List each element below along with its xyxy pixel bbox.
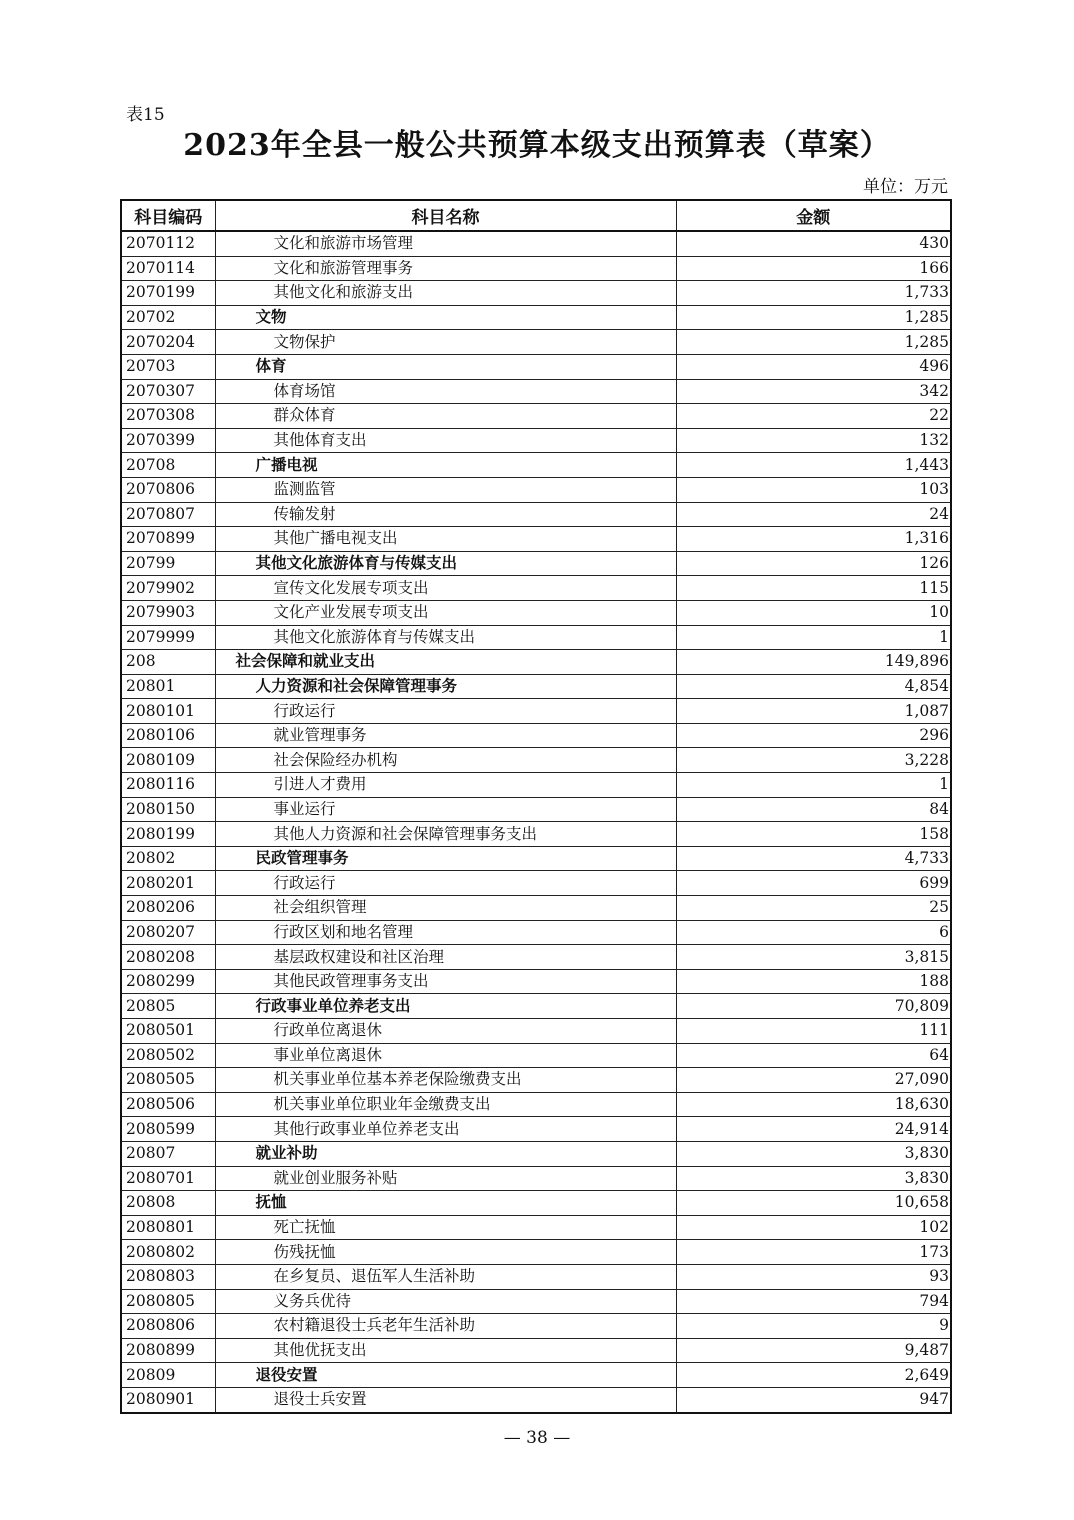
table-row (121, 1338, 951, 1363)
cell-amount: 158 (676, 822, 951, 847)
table-row (121, 1363, 951, 1388)
cell-amount: 1,285 (676, 305, 951, 330)
cell-code: 2080701 (121, 1166, 215, 1191)
cell-amount: 3,830 (676, 1141, 951, 1166)
cell-amount: 132 (676, 428, 951, 453)
cell-name: 其他文化旅游体育与传媒支出 (215, 625, 676, 650)
cell-amount: 2,649 (676, 1363, 951, 1388)
cell-code: 2070308 (121, 404, 215, 429)
cell-code: 2070307 (121, 379, 215, 404)
cell-code: 2080201 (121, 871, 215, 896)
table-row (121, 674, 951, 699)
cell-name: 文化和旅游管理事务 (215, 256, 676, 281)
table-row (121, 1314, 951, 1339)
cell-name: 农村籍退役士兵老年生活补助 (215, 1314, 676, 1339)
cell-code: 2080899 (121, 1338, 215, 1363)
table-row (121, 822, 951, 847)
table-row (121, 773, 951, 798)
table-row (121, 723, 951, 748)
table-row (121, 477, 951, 502)
cell-name: 文物保护 (215, 330, 676, 355)
cell-amount: 111 (676, 1019, 951, 1044)
table-row (121, 1264, 951, 1289)
cell-name: 其他文化旅游体育与传媒支出 (215, 551, 676, 576)
cell-name: 死亡抚恤 (215, 1215, 676, 1240)
cell-code: 2079999 (121, 625, 215, 650)
cell-name: 体育场馆 (215, 379, 676, 404)
cell-amount: 296 (676, 723, 951, 748)
cell-name: 社会组织管理 (215, 896, 676, 921)
cell-code: 2080207 (121, 920, 215, 945)
cell-name: 文物 (215, 305, 676, 330)
table-row (121, 576, 951, 601)
table-row (121, 1117, 951, 1142)
cell-amount: 18,630 (676, 1092, 951, 1117)
cell-amount: 166 (676, 256, 951, 281)
table-row (121, 1068, 951, 1093)
table-row (121, 1191, 951, 1216)
cell-name: 其他行政事业单位养老支出 (215, 1117, 676, 1142)
cell-amount: 173 (676, 1240, 951, 1265)
table-row (121, 1240, 951, 1265)
cell-name: 基层政权建设和社区治理 (215, 945, 676, 970)
cell-amount: 496 (676, 354, 951, 379)
cell-amount: 27,090 (676, 1068, 951, 1093)
cell-amount: 24,914 (676, 1117, 951, 1142)
cell-name: 其他人力资源和社会保障管理事务支出 (215, 822, 676, 847)
table-row (121, 453, 951, 478)
cell-amount: 10 (676, 600, 951, 625)
cell-amount: 102 (676, 1215, 951, 1240)
cell-name: 文化产业发展专项支出 (215, 600, 676, 625)
page-number: — 38 — (503, 1428, 571, 1448)
cell-code: 2080109 (121, 748, 215, 773)
table-row (121, 846, 951, 871)
cell-code: 2070806 (121, 477, 215, 502)
cell-amount: 3,228 (676, 748, 951, 773)
table-row (121, 1141, 951, 1166)
cell-name: 抚恤 (215, 1191, 676, 1216)
cell-name: 事业单位离退休 (215, 1043, 676, 1068)
cell-code: 2080805 (121, 1289, 215, 1314)
cell-code: 2080199 (121, 822, 215, 847)
cell-code: 2070899 (121, 527, 215, 552)
cell-name: 宣传文化发展专项支出 (215, 576, 676, 601)
cell-code: 2070114 (121, 256, 215, 281)
table-row (121, 994, 951, 1019)
table-row (121, 1166, 951, 1191)
table-row (121, 354, 951, 379)
cell-code: 2080505 (121, 1068, 215, 1093)
cell-code: 20809 (121, 1363, 215, 1388)
cell-amount: 4,733 (676, 846, 951, 871)
cell-code: 2070199 (121, 281, 215, 306)
cell-name: 体育 (215, 354, 676, 379)
cell-amount: 115 (676, 576, 951, 601)
cell-code: 2080506 (121, 1092, 215, 1117)
column-header-amount: 金额 (676, 200, 951, 231)
table-row (121, 871, 951, 896)
cell-amount: 126 (676, 551, 951, 576)
cell-amount: 1 (676, 625, 951, 650)
cell-amount: 24 (676, 502, 951, 527)
table-row (121, 404, 951, 429)
cell-code: 2080150 (121, 797, 215, 822)
table-row (121, 1387, 951, 1412)
table-row (121, 305, 951, 330)
cell-name: 伤残抚恤 (215, 1240, 676, 1265)
cell-code: 2080803 (121, 1264, 215, 1289)
table-row (121, 330, 951, 355)
cell-amount: 1,443 (676, 453, 951, 478)
table-row (121, 650, 951, 675)
cell-name: 社会保障和就业支出 (215, 650, 676, 675)
cell-name: 机关事业单位基本养老保险缴费支出 (215, 1068, 676, 1093)
cell-name: 退役士兵安置 (215, 1387, 676, 1412)
table-row (121, 1019, 951, 1044)
cell-name: 事业运行 (215, 797, 676, 822)
budget-table (120, 199, 952, 1414)
cell-code: 2080502 (121, 1043, 215, 1068)
cell-name: 传输发射 (215, 502, 676, 527)
table-row (121, 231, 951, 256)
cell-code: 2070112 (121, 231, 215, 256)
cell-code: 2080801 (121, 1215, 215, 1240)
cell-amount: 25 (676, 896, 951, 921)
cell-code: 2080299 (121, 969, 215, 994)
cell-name: 机关事业单位职业年金缴费支出 (215, 1092, 676, 1117)
cell-code: 2080106 (121, 723, 215, 748)
cell-name: 社会保险经办机构 (215, 748, 676, 773)
cell-name: 监测监管 (215, 477, 676, 502)
cell-amount: 1,733 (676, 281, 951, 306)
table-row (121, 527, 951, 552)
cell-code: 20807 (121, 1141, 215, 1166)
cell-code: 2070807 (121, 502, 215, 527)
cell-name: 退役安置 (215, 1363, 676, 1388)
cell-code: 2070399 (121, 428, 215, 453)
cell-code: 20805 (121, 994, 215, 1019)
cell-name: 群众体育 (215, 404, 676, 429)
column-header-code: 科目编码 (121, 200, 215, 231)
cell-name: 其他民政管理事务支出 (215, 969, 676, 994)
cell-code: 20801 (121, 674, 215, 699)
cell-amount: 1,316 (676, 527, 951, 552)
cell-amount: 9,487 (676, 1338, 951, 1363)
cell-name: 引进人才费用 (215, 773, 676, 798)
cell-name: 其他体育支出 (215, 428, 676, 453)
cell-name: 在乡复员、退伍军人生活补助 (215, 1264, 676, 1289)
cell-code: 2079903 (121, 600, 215, 625)
table-row (121, 428, 951, 453)
table-row (121, 625, 951, 650)
table-row (121, 1215, 951, 1240)
table-row (121, 945, 951, 970)
cell-name: 其他广播电视支出 (215, 527, 676, 552)
table-row (121, 1092, 951, 1117)
cell-code: 2080101 (121, 699, 215, 724)
cell-name: 行政单位离退休 (215, 1019, 676, 1044)
cell-amount: 947 (676, 1387, 951, 1412)
cell-code: 2070204 (121, 330, 215, 355)
cell-code: 2080802 (121, 1240, 215, 1265)
table-row (121, 699, 951, 724)
cell-amount: 4,854 (676, 674, 951, 699)
cell-amount: 794 (676, 1289, 951, 1314)
cell-name: 行政区划和地名管理 (215, 920, 676, 945)
cell-amount: 3,815 (676, 945, 951, 970)
table-label: 表15 (126, 105, 165, 125)
cell-amount: 22 (676, 404, 951, 429)
cell-code: 2080599 (121, 1117, 215, 1142)
table-row (121, 256, 951, 281)
cell-name: 文化和旅游市场管理 (215, 231, 676, 256)
cell-name: 广播电视 (215, 453, 676, 478)
table-row (121, 1289, 951, 1314)
table-header-row (121, 200, 951, 231)
cell-code: 2080501 (121, 1019, 215, 1044)
table-row (121, 896, 951, 921)
cell-name: 行政运行 (215, 699, 676, 724)
cell-amount: 10,658 (676, 1191, 951, 1216)
cell-code: 2080116 (121, 773, 215, 798)
table-row (121, 748, 951, 773)
table-row (121, 600, 951, 625)
table-row (121, 502, 951, 527)
cell-code: 20702 (121, 305, 215, 330)
cell-name: 行政事业单位养老支出 (215, 994, 676, 1019)
cell-name: 其他文化和旅游支出 (215, 281, 676, 306)
page-title: 2023年全县一般公共预算本级支出预算表（草案） (183, 128, 891, 163)
cell-name: 行政运行 (215, 871, 676, 896)
cell-name: 义务兵优待 (215, 1289, 676, 1314)
column-header-name: 科目名称 (215, 200, 676, 231)
cell-name: 民政管理事务 (215, 846, 676, 871)
cell-amount: 1 (676, 773, 951, 798)
cell-code: 20802 (121, 846, 215, 871)
unit-label: 单位：万元 (863, 177, 948, 197)
cell-name: 就业管理事务 (215, 723, 676, 748)
cell-name: 就业补助 (215, 1141, 676, 1166)
cell-amount: 9 (676, 1314, 951, 1339)
table-body (121, 231, 951, 1413)
table-row (121, 1043, 951, 1068)
cell-amount: 699 (676, 871, 951, 896)
cell-amount: 1,285 (676, 330, 951, 355)
cell-name: 就业创业服务补贴 (215, 1166, 676, 1191)
table-row (121, 969, 951, 994)
table-row (121, 551, 951, 576)
cell-code: 208 (121, 650, 215, 675)
cell-code: 20799 (121, 551, 215, 576)
table-row (121, 797, 951, 822)
cell-amount: 84 (676, 797, 951, 822)
table-row (121, 281, 951, 306)
cell-amount: 6 (676, 920, 951, 945)
cell-code: 20808 (121, 1191, 215, 1216)
cell-amount: 93 (676, 1264, 951, 1289)
cell-code: 2080208 (121, 945, 215, 970)
cell-amount: 103 (676, 477, 951, 502)
cell-amount: 3,830 (676, 1166, 951, 1191)
cell-code: 2080206 (121, 896, 215, 921)
cell-amount: 1,087 (676, 699, 951, 724)
cell-name: 其他优抚支出 (215, 1338, 676, 1363)
cell-code: 2079902 (121, 576, 215, 601)
cell-code: 20703 (121, 354, 215, 379)
cell-amount: 188 (676, 969, 951, 994)
cell-code: 2080901 (121, 1387, 215, 1412)
cell-amount: 430 (676, 231, 951, 256)
cell-code: 20708 (121, 453, 215, 478)
cell-amount: 64 (676, 1043, 951, 1068)
cell-amount: 70,809 (676, 994, 951, 1019)
cell-code: 2080806 (121, 1314, 215, 1339)
cell-name: 人力资源和社会保障管理事务 (215, 674, 676, 699)
cell-amount: 149,896 (676, 650, 951, 675)
table-row (121, 379, 951, 404)
cell-amount: 342 (676, 379, 951, 404)
table-row (121, 920, 951, 945)
